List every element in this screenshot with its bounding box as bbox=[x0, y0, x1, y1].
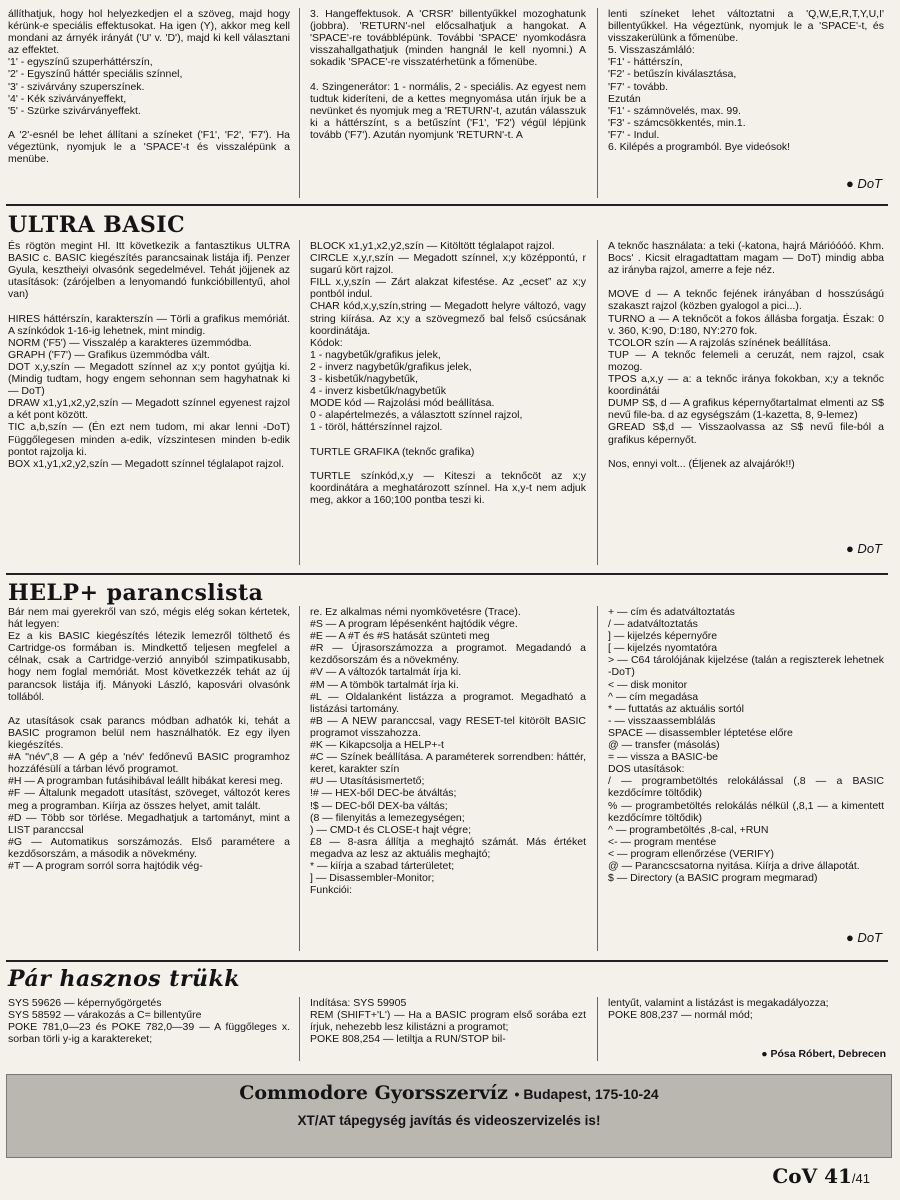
page-number bbox=[772, 1164, 870, 1188]
ultra-signature: ● DoT bbox=[845, 541, 882, 556]
rule-ultra bbox=[6, 204, 888, 206]
service-ad-shop: Commodore Gyorsszervíz bbox=[239, 1082, 508, 1104]
help-signature: ● DoT bbox=[845, 930, 882, 945]
help-title: HELP+ parancslista bbox=[8, 580, 264, 606]
help-divider-1 bbox=[299, 606, 300, 951]
ultra-col-3: A teknőc használata: a teki (-katona, hajrá Márióóóó. Khm. Bocs' . Kicsit elragadtattam magam — DoT) mindig abba az irányba rajzol, amerre a feje néz. MOVE d — A teknőc fejének irányában d hosszúságú szakaszt rajzol (közben gyalogol a pici...). TURNO a — A teknőcöt a fokos állásba forgatja. Észak: 0 v. 360, K:90, D:180, NY:270 fok. TCOLOR szín — A rajzolás színének beállítása. TUP — A teknőc felemeli a ceruzát, nem rajzol, csak mozog. TPOS a,x,y — a: a teknőc iránya fokokban, x;y a teknőc koordinátái DUMP S$, d — A grafikus képernyőtartalmat elmenti az S$ nevű file-ba. d az egységszám (1-kazetta, 8, 9-lemez) GREAD S$,d — Visszaolvassa az S$ nevű file-ból a grafikus képernyőt. Nos, ennyi volt... (Éljenek az alvajárók!!) bbox=[608, 240, 884, 470]
help-col-2: re. Ez alkalmas némi nyomkövetésre (Trace). #S — A program lépésenként hajtódik végre. #E — A #T és #S hatását szünteti meg #R — Újrasorszámozza a programot. Megadandó a kezdősorszám és a növekmény. #V — A változók tartalmát írja ki. #M — A tömbök tartalmát írja ki. #L — Oldalanként listázza a programot. Megadható a listázási tartomány. #B — A NEW paranccsal, vagy RESET-tel kitörölt BASIC programot visszahozza. #K — Kikapcsolja a HELP+-t #C — Színek beállítása. A paraméterek sorrendben: háttér, keret, karakter szín #U — Utasításismertető; !# — HEX-ből DEC-be átváltás; !$ — DEC-ből DEX-ba váltás; (8 — filenyitás a lemezegységen; ) — CMD-t és CLOSE-t hajt végre; £8 — 8-asra állítja a meghajtó számát. Más értéket megadva az lesz az aktuális meghajtó; * — kiírja a szabad tárterületet; ] — Disassembler-Monitor; Funkciói: bbox=[310, 606, 586, 897]
help-col-3: + — cím és adatváltoztatás / — adatváltoztatás ] — kijelzés képernyőre [ — kijelzés nyomtatóra > — C64 tárolójának kijelzése (talán a regiszterek lehetnek -DoT) < — disk monitor ^ — cím megadása * — futtatás az aktuális sortól - — visszaassemblálás SPACE — disassembler léptetése előre @ — transfer (másolás) = — vissza a BASIC-be DOS utasítások: / — programbetöltés relokálással (,8 — a BASIC kezdőcímre töltődik) % — programbetöltés relokálás nélkül (,8,1 — a kimentett kezdőcímre töltődik) ^ — programbetöltés ,8-cal, +RUN <- — program mentése < — program ellenőrzése (VERIFY) @ — Parancscsatorna nyitása. Kiírja a drive állapotát. $ — Directory (a BASIC program megmarad) bbox=[608, 606, 884, 885]
top-col-1: állíthatjuk, hogy hol helyezkedjen el a szöveg, majd hogy kérünk-e speciális effektusokat. Ha igen (Y), akkor meg kell mondani az árnyék irányát ('U' v. 'D'), majd ki kell választani az effektet. '1' - egyszínű szuperháttérszín, '2' - Egyszínű háttér speciális színnel, '3' - szivárvány szuperszínek. '4' - Kék szivárványeffekt, '5' - Szürke szivárványeffekt. A '2'-esnél be lehet állítani a színeket ('F1', 'F2', 'F7'). Ha végeztünk, nyomjuk le a 'SPACE'-t és visszalépünk a menübe. bbox=[8, 8, 290, 166]
ultra-section bbox=[0, 240, 900, 570]
tricks-divider-1 bbox=[299, 997, 300, 1061]
service-ad bbox=[6, 1074, 892, 1158]
top-divider-1 bbox=[299, 8, 300, 198]
top-divider-2 bbox=[597, 8, 598, 198]
service-ad-tagline: XT/AT tápegység javítás és videoszervizelés is! bbox=[297, 1113, 601, 1128]
tricks-col-1: SYS 59626 — képernyőgörgetés SYS 58592 — várakozás a C= billentyűre POKE 781,0—23 és POKE 782,0—39 — A függőleges x. sorban törli y-ig a karaktereket; bbox=[8, 997, 290, 1046]
magazine-issue: CoV 41 bbox=[772, 1164, 852, 1188]
top-section bbox=[0, 8, 900, 198]
service-ad-address: • Budapest, 175-10-24 bbox=[514, 1086, 659, 1102]
ultra-title: ULTRA BASIC bbox=[8, 212, 186, 238]
top-signature: ● DoT bbox=[845, 176, 882, 191]
rule-help bbox=[6, 573, 888, 575]
tricks-signature: ● Pósa Róbert, Debrecen bbox=[761, 1048, 886, 1060]
tricks-title: Pár hasznos trükk bbox=[8, 966, 241, 992]
tricks-divider-2 bbox=[597, 997, 598, 1061]
ultra-col-2: BLOCK x1,y1,x2,y2,szín — Kitöltött téglalapot rajzol. CIRCLE x,y,r,szín — Megadott színnel, x;y középpontú, r sugarú kört rajzol. FILL x,y,szín — Zárt alakzat kifestése. Az „ecset” az x;y pontból indul. CHAR kód,x,y,szín,string — Megadott helyre változó, vagy string kiírása. Az x;y a szövegmező bal felső csúcsának koordinátája. Kódok: 1 - nagybetűk/grafikus jelek, 2 - inverz nagybetűk/grafikus jelek, 3 - kisbetűk/nagybetűk, 4 - inverz kisbetűk/nagybetűk MODE kód — Rajzolási mód beállítása. 0 - alapértelmezés, a választott színnel rajzol, 1 - töröl, háttérszínnel rajzol. TURTLE GRAFIKA (teknőc grafika) TURTLE színkód,x,y — Kiteszi a teknőcöt az x;y koordinátára a meghatározott színnel. Ha x,y-t nem adjuk meg, akkor a 160;100 pontba teszi ki. bbox=[310, 240, 586, 506]
ultra-divider-1 bbox=[299, 240, 300, 565]
service-ad-headline bbox=[7, 1082, 891, 1104]
tricks-col-3: lentyűt, valamint a listázást is megakadályozza; POKE 808,237 — normál mód; bbox=[608, 997, 829, 1022]
ultra-col-1: És rögtön megint Hl. Itt következik a fantasztikus ULTRA BASIC c. BASIC kiegészítés parancsainak listája ifj. Penzer Gyula, kesztheiyi olvasónk segedelmével. Tehát jöjjenek az utasítások: (zárójelben a lenyomandó funkcióbillentyű, ahol van) HIRES háttérszín, karakterszín — Törli a grafikus memóriát. A színkódok 1-16-ig lehetnek, mint mindig. NORM ('F5') — Visszalép a karakteres üzemmódba. GRAPH ('F7') — Grafikus üzemmódba vált. DOT x,y,szín — Megadott színnel az x;y pontot gyújtja ki. (Mindig tudtam, hogy engem sehonnan sem hagyhatnak ki — DoT) DRAW x1,y1,x2,y2,szín — Megadott színnel egyenest rajzol a két pont között. TIC a,b,szín — (Én ezt nem tudom, mi akar lenni -DoT) Függőlegesen minden a-edik, vízszintesen minden b-edik pontot rajzolja ki. BOX x1,y1,x2,y2,szín — Megadott színnel téglalapot rajzol. bbox=[8, 240, 290, 470]
tricks-section bbox=[0, 997, 900, 1069]
help-divider-2 bbox=[597, 606, 598, 951]
tricks-col-2: Indítása: SYS 59905 REM (SHIFT+'L') — Ha a BASIC program első sorába ezt írjuk, nehezebb lesz kilistázni a programot; POKE 808,254 — letiltja a RUN/STOP bil- bbox=[310, 997, 586, 1046]
ultra-divider-2 bbox=[597, 240, 598, 565]
help-section bbox=[0, 606, 900, 958]
help-col-1: Bár nem mai gyerekről van szó, mégis elég sokan kértetek, hát legyen: Ez a kis BASIC kiegészítés létezik lemezről tölthető és Cartridge-os formában is. Mindkettő teljesen megfelel a célnak, csak a Cartridge-verzió annyiból szimpatikusabb, hogy nem foglal memóriát. Most következzék tehát az új parancsok listája ifj. Mányoki László, kaposvári olvasónk tollából. Az utasítások csak parancs módban adhatók ki, tehát a BASIC programon belül nem használhatók. Ez egy ilyen kiegészítés. #A "név",8 — A gép a 'név' fedőnevű BASIC programhoz hozzáfésülí a tárban lévő programot. #H — A programban futásihibával leállt hibákat keresi meg. #F — Általunk megadott utasítást, szöveget, változót keres meg a programban. Kiírja az összes helyet, amit talált. #D — Több sor törlése. Megadhatjuk a tartományt, mint a LIST paranccsal #G — Automatikus sorszámozás. Első paramétere a kezdősorszám, a második a növekmény. #T — A program sorról sorra hajtódik vég- bbox=[8, 606, 290, 872]
top-col-3: lenti színeket lehet változtatni a 'Q,W,E,R,T,Y,U,I' billentyűkkel. Ha végeztünk, nyomjuk le a 'SPACE'-t, és visszakerülünk a főmenübe. 5. Visszaszámláló: 'F1' - háttérszín, 'F2' - betűszín kiválasztása, 'F7' - tovább. Ezután 'F1' - számnövelés, max. 99. 'F3' - számcsökkentés, min.1. 'F7' - Indul. 6. Kilépés a programból. Bye videósok! bbox=[608, 8, 884, 154]
top-col-2: 3. Hangeffektusok. A 'CRSR' billentyűkkel mozoghatunk (jobbra). 'RETURN'-nel előcsalhatjuk a hangokat. A 'SPACE'-re továbblépünk. További 'SPACE' nyomkodásra visszahallgathatjuk (minden hangnál le kell nyomni.) A sokadik 'SPACE'-re visszatérhetünk a főmenübe. 4. Szingenerátor: 1 - normális, 2 - speciális. Az egyest nem tudtuk kideríteni, de a kettes megnyomása után írjuk be a nevünket és nyomjuk meg a 'RETURN'-t, azután válasszuk ki a háttérszínt, s a betűszínt ('F1', 'F2') végül lépjünk tovább ('F7'). Azután nyomjunk 'RETURN'-t. A bbox=[310, 8, 586, 141]
page-number-sub: /41 bbox=[851, 1171, 870, 1186]
rule-tricks bbox=[6, 960, 888, 962]
